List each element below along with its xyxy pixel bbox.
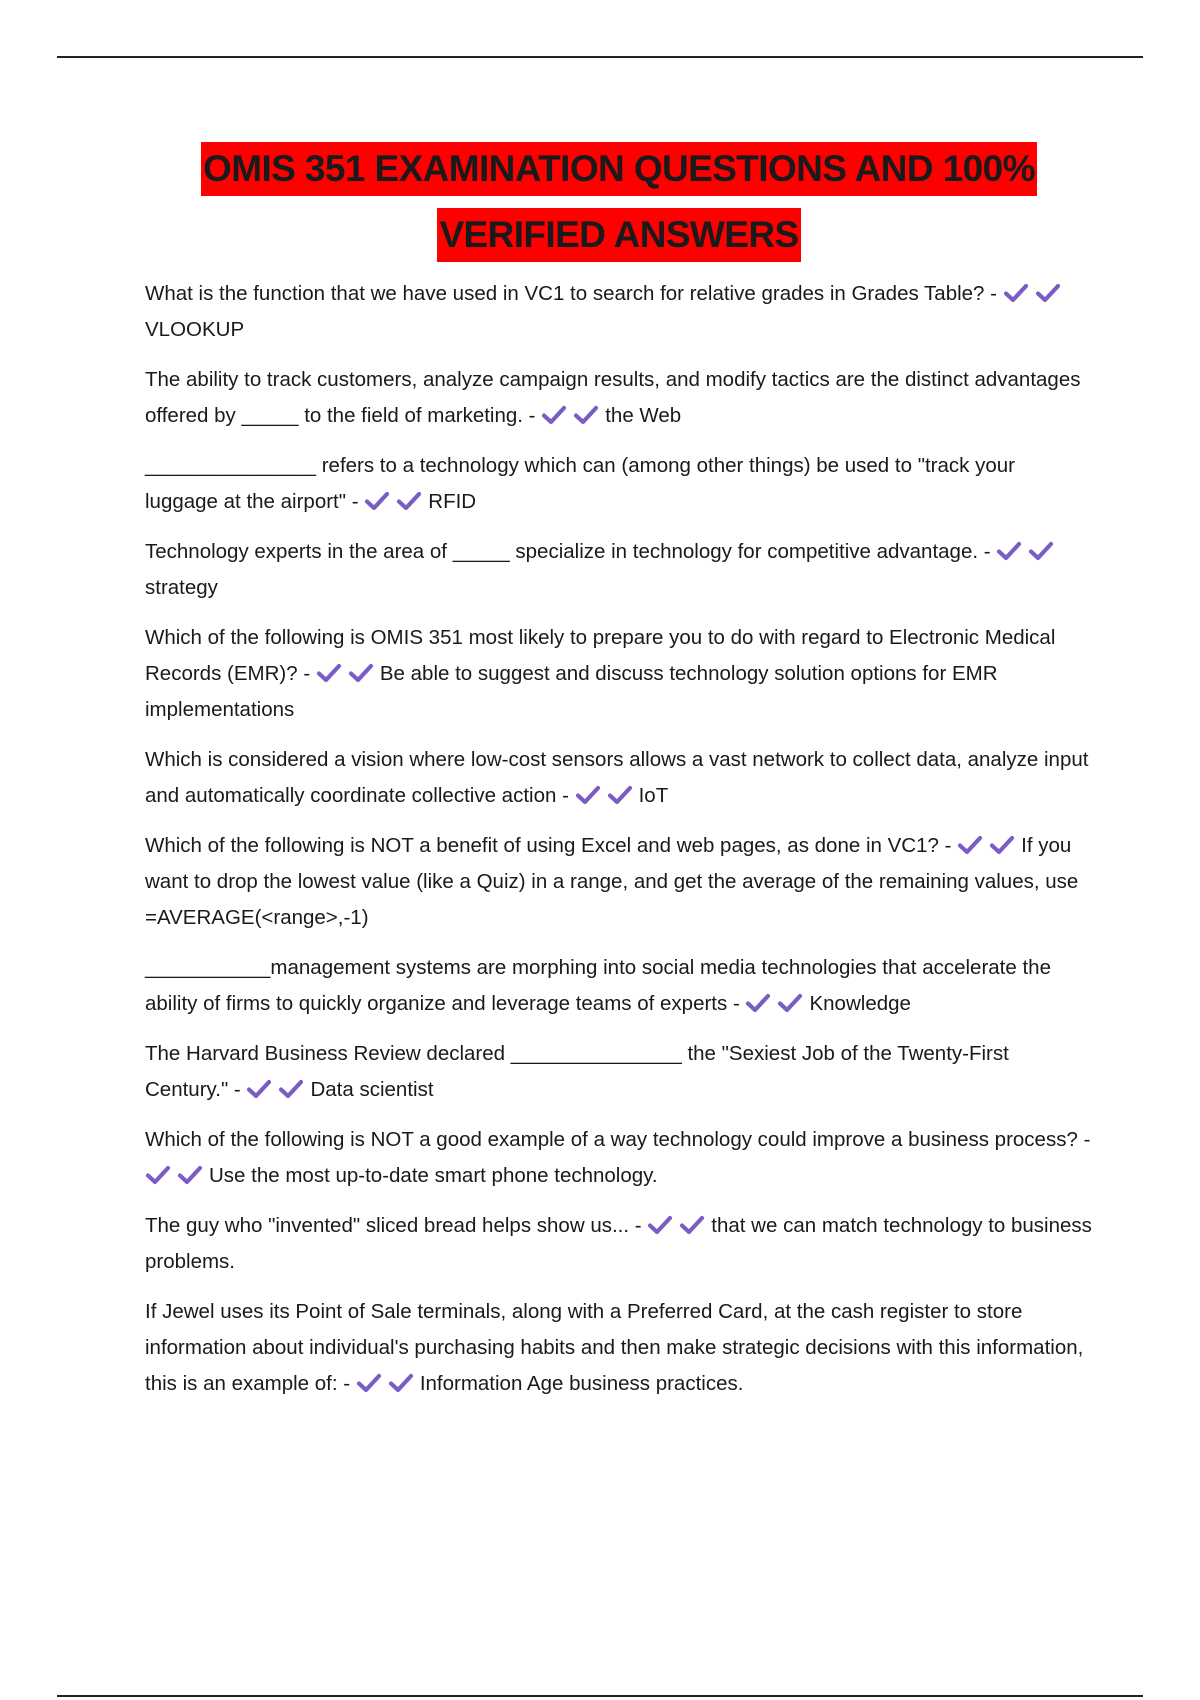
checkmark-icon	[246, 1078, 272, 1100]
separator-dash: -	[522, 404, 536, 427]
qa-item	[145, 950, 1093, 1022]
question-text: The ability to track customers, analyze campaign results, and modify tactics are the distinct advantages offered by _____ to the field of marketing.	[145, 368, 1081, 427]
qa-item	[145, 828, 1093, 936]
answer-text: Data scientist	[310, 1078, 434, 1101]
separator-dash: -	[1077, 1128, 1091, 1151]
qa-list	[145, 276, 1093, 1402]
checkmark-icon	[1035, 282, 1061, 304]
qa-item	[145, 1294, 1093, 1402]
question-text: _______________ refers to a technology which can (among other things) be used to "track your luggage at the airport"	[145, 454, 1015, 513]
question-text: Technology experts in the area of _____ specialize in technology for competitive advantage.	[145, 540, 979, 563]
separator-dash: -	[556, 784, 569, 807]
separator-dash: -	[297, 662, 311, 685]
separator-dash: -	[337, 1372, 351, 1395]
separator-dash: -	[978, 540, 991, 563]
checkmark-icon	[989, 834, 1015, 856]
checkmark-icon	[364, 490, 390, 512]
title-line-2: VERIFIED ANSWERS	[437, 208, 800, 262]
separator-dash: -	[727, 992, 740, 1015]
separator-dash: -	[228, 1078, 241, 1101]
answer-text: strategy	[145, 576, 218, 599]
question-text: The Harvard Business Review declared _______________ the "Sexiest Job of the Twenty-First Century."	[145, 1042, 1009, 1101]
answer-text: that we can match technology to business problems.	[145, 1214, 1092, 1273]
qa-item	[145, 742, 1093, 814]
question-text: ___________management systems are morphing into social media technologies that accelerate the ability of firms to quickly organize and leverage teams of experts	[145, 956, 1051, 1015]
checkmark-icon	[316, 662, 342, 684]
question-text: Which of the following is NOT a good example of a way technology could improve a business process?	[145, 1128, 1078, 1151]
checkmark-icon	[541, 404, 567, 426]
checkmark-icon	[1028, 540, 1054, 562]
qa-item	[145, 534, 1093, 606]
checkmark-icon	[607, 784, 633, 806]
checkmark-icon	[1003, 282, 1029, 304]
checkmark-icon	[996, 540, 1022, 562]
question-text: Which of the following is NOT a benefit of using Excel and web pages, as done in VC1?	[145, 834, 939, 857]
checkmark-icon	[145, 1164, 171, 1186]
checkmark-icon	[177, 1164, 203, 1186]
qa-item	[145, 362, 1093, 434]
question-text: The guy who "invented" sliced bread helps show us...	[145, 1214, 630, 1237]
separator-dash: -	[938, 834, 952, 857]
separator-dash: -	[629, 1214, 642, 1237]
checkmark-icon	[356, 1372, 382, 1394]
answer-text: the Web	[605, 404, 682, 427]
checkmark-icon	[679, 1214, 705, 1236]
checkmark-icon	[575, 784, 601, 806]
checkmark-icon	[396, 490, 422, 512]
answer-text: If you want to drop the lowest value (like a Quiz) in a range, and get the average of the remaining values, use =AVERAGE(<range>,-1)	[145, 834, 1079, 929]
answer-text: Information Age business practices.	[419, 1372, 744, 1395]
answer-text: Be able to suggest and discuss technology solution options for EMR implementations	[145, 662, 998, 721]
document-title	[145, 142, 1093, 262]
bottom-page-rule	[57, 1695, 1143, 1697]
title-line-1: OMIS 351 EXAMINATION QUESTIONS AND 100%	[201, 142, 1037, 196]
qa-item	[145, 448, 1093, 520]
answer-text: Use the most up-to-date smart phone technology.	[209, 1164, 658, 1187]
answer-text: Knowledge	[809, 992, 911, 1015]
question-text: What is the function that we have used in VC1 to search for relative grades in Grades Table?	[145, 282, 985, 305]
checkmark-icon	[573, 404, 599, 426]
separator-dash: -	[984, 282, 997, 305]
top-page-rule	[57, 56, 1143, 58]
checkmark-icon	[348, 662, 374, 684]
qa-item	[145, 1036, 1093, 1108]
answer-text: IoT	[638, 784, 669, 807]
answer-text: VLOOKUP	[145, 318, 245, 341]
checkmark-icon	[278, 1078, 304, 1100]
qa-item	[145, 620, 1093, 728]
question-text: Which is considered a vision where low-cost sensors allows a vast network to collect data, analyze input and automatically coordinate collective action	[145, 748, 1089, 807]
checkmark-icon	[957, 834, 983, 856]
checkmark-icon	[388, 1372, 414, 1394]
qa-item	[145, 1122, 1093, 1194]
checkmark-icon	[745, 992, 771, 1014]
question-text: Which of the following is OMIS 351 most likely to prepare you to do with regard to Electronic Medical Records (EMR)?	[145, 626, 1056, 685]
answer-text: RFID	[428, 490, 477, 513]
question-text: If Jewel uses its Point of Sale terminals, along with a Preferred Card, at the cash register to store information about individual's purchasing habits and then make strategic decisions with this information, this is an example of:	[145, 1300, 1084, 1395]
qa-item	[145, 1208, 1093, 1280]
checkmark-icon	[777, 992, 803, 1014]
qa-item	[145, 276, 1093, 348]
document-body	[145, 142, 1093, 1416]
separator-dash: -	[346, 490, 359, 513]
checkmark-icon	[647, 1214, 673, 1236]
